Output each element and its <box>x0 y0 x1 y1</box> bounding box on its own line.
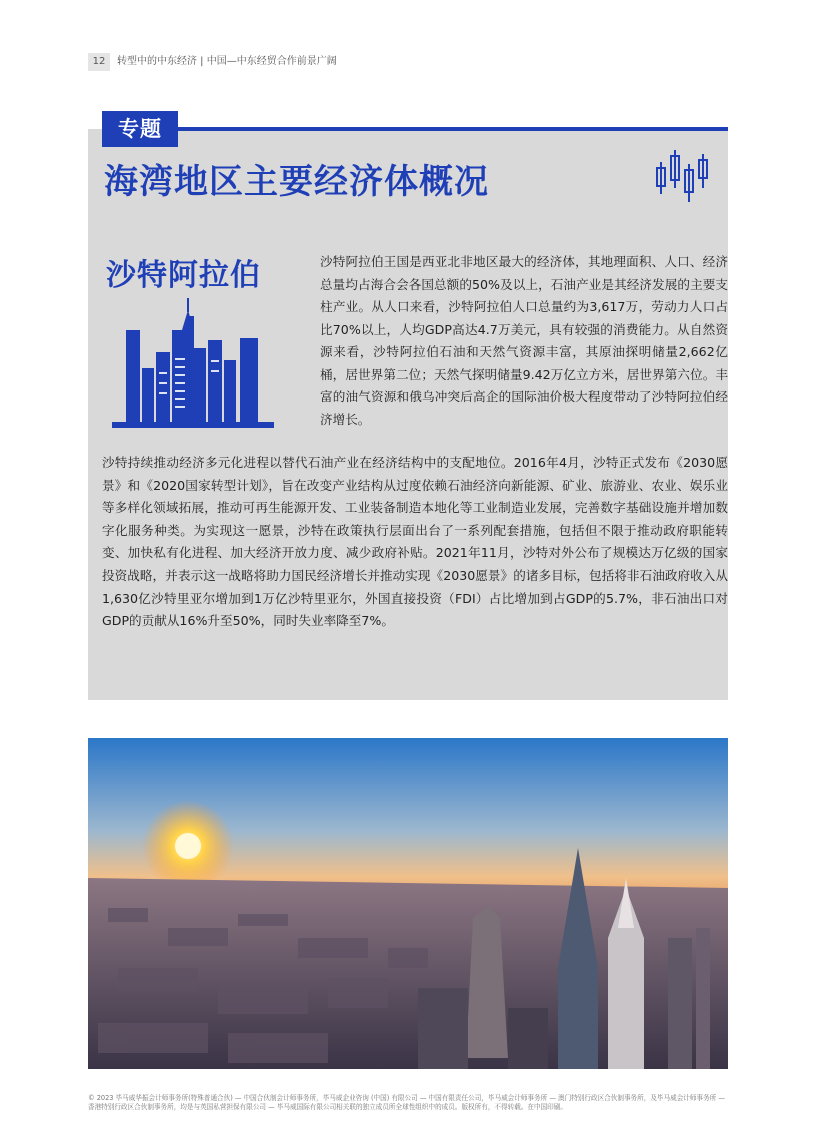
page-number: 12 <box>88 53 110 71</box>
skyline-icon <box>112 296 274 434</box>
running-header: 转型中的中东经济 | 中国—中东经贸合作前景广阔 <box>117 56 337 67</box>
candlestick-chart-icon <box>652 148 712 204</box>
intro-paragraph: 沙特阿拉伯王国是西亚北非地区最大的经济体，其地理面积、人口、经济总量均占海合会各国总额的50%及以上，石油产业是其经济发展的主要支柱产业。从人口来看，沙特阿拉伯人口总量约为3,617万，劳动力人口占比70%以上，人均GDP高达4.7万美元，具有较强的消费能力。从自然资源来看，沙特阿拉伯石油和天然气资源丰富，其原油探明储量2,662亿桶，居世界第二位；天然气探明储量9.42万亿立方米，居世界第六位。丰富的油气资源和俄乌冲突后高企的国际油价极大程度带动了沙特阿拉伯经济增长。 <box>320 254 728 427</box>
body-paragraph: 沙特持续推动经济多元化进程以替代石油产业在经济结构中的支配地位。2016年4月，沙特正式发布《2030愿景》和《2020国家转型计划》，旨在改变产业结构从过度依赖石油经济向新能源、矿业、旅游业、农业、娱乐业等多样化领域拓展，推动可再生能源开发、工业装备制造本地化等工业制造业发展，完善数字基础设施并增加数字化服务种类。为实现这一愿景，沙特在政策执行层面出台了一系列配套措施，包括但不限于推动政府职能转变、加快私有化进程、加大经济开放力度、减少政府补贴。2021年11月，沙特对外公布了规模达万亿级的国家投资战略，并表示这一战略将助力国民经济增长并推动实现《2030愿景》的诸多目标，包括将非石油政府收入从1,630亿沙特里亚尔增加到1万亿沙特里亚尔，外国直接投资（FDI）占比增加到占GDP的5.7%，非石油出口对GDP的贡献从16%升至50%，同时失业率降至7%。 <box>102 455 728 629</box>
feature-title: 海湾地区主要经济体概况 <box>104 162 489 202</box>
country-name: 沙特阿拉伯 <box>106 258 261 293</box>
copyright-footer: © 2023 毕马威华振会计师事务所(特殊普通合伙) — 中国合伙制会计师事务所，毕马威企业咨询 (中国) 有限公司 — 中国有限责任公司，毕马威会计师事务所 — 澳门特别行政区合伙制事务所，及毕马威会计师事务所 — 香港特别行政区合伙制事务所，均是与英国私营担保有限公司 — 毕马威国际有限公司相关联的独立成员所全球性组织中的成员。版权所有，不得转载。在中国印刷。 <box>88 1094 725 1111</box>
tag-rule <box>178 127 728 131</box>
feature-tag: 专题 <box>102 111 178 147</box>
sunrise-city-skyline-photo <box>88 738 728 1069</box>
